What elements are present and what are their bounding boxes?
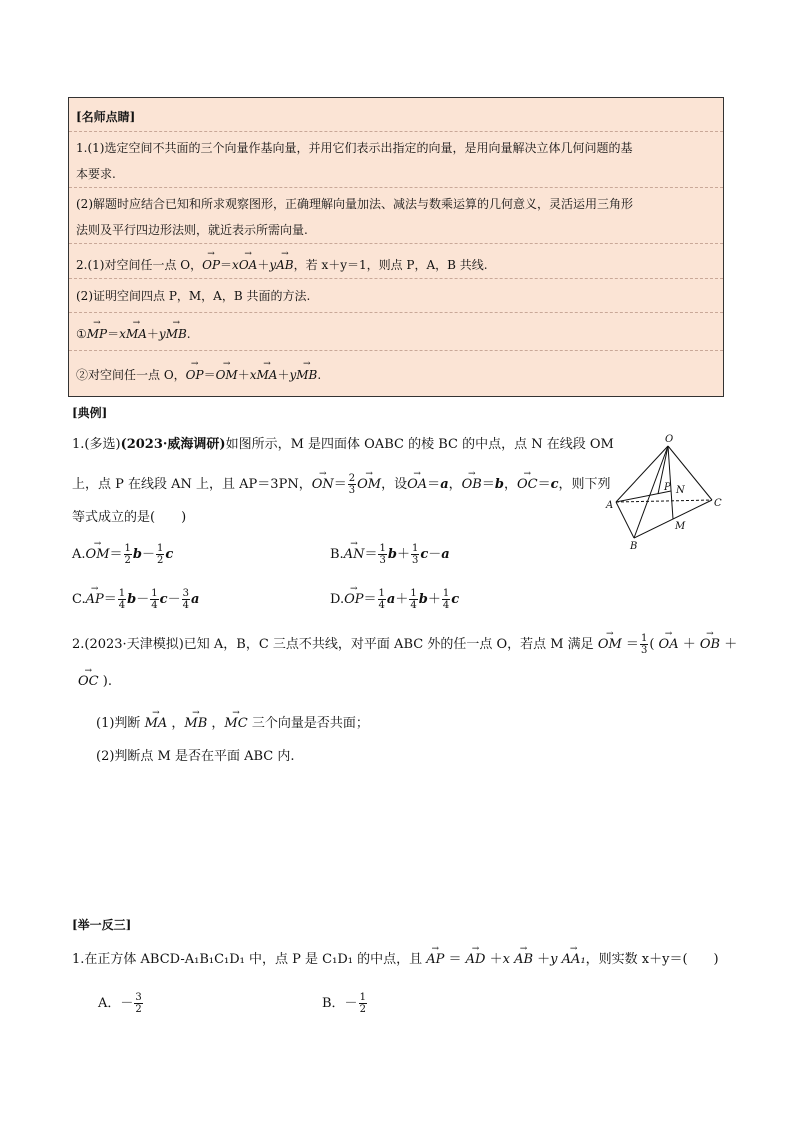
tip-row [69,350,723,397]
q1-text1: 如图所示，M 是四面体 OABC 的棱 BC 的中点，点 N 在线段 OM [225,437,614,452]
label-b: B [630,541,638,552]
option-d[interactable]: D.→ OP＝ $\frac{1}{4}$ a＋ $\frac{1}{4}$ b＋ $\frac{1}{4}$ c [330,588,459,611]
example-q2-sub1: (1)判断 → MA ，→ MB ，→ MC 三个向量是否共面； [96,716,369,732]
edge-ac [616,500,712,502]
label-o: O [665,434,674,445]
option-b[interactable]: B.→ AN＝ $\frac{1}{3}$ b＋ $\frac{1}{3}$ c－a [330,543,450,566]
example-q2-line2: → OC ). [78,674,112,690]
q1-text2b: ，设 [381,477,408,492]
tip-p5: ①→ MP＝x→ MA＋y→ MB. [76,327,191,341]
tip-p4: (2)证明空间四点 P，M，A，B 共面的方法. [76,289,311,303]
option-a[interactable]: A.→ OM＝ $\frac{1}{2}$ b－ $\frac{1}{2}$ c [72,543,173,566]
tip-p6: ②对空间任一点 O，→ OP＝→ OM＋x→ MA＋y→ MB. [76,368,321,382]
tip-p1-line2: 本要求. [76,167,116,181]
tip-p1-line1: 1.(1)选定空间不共面的三个向量作基向量，并用它们表示出指定的向量，是用向量解决立体几何问题的基 [76,141,633,155]
tip-p3: 2.(1)对空间任一点 O，→ OP＝x→ OA＋y→ AB，若 x＋y＝1，则点 P，A，B 共线. [76,258,488,272]
option-d-label: D. [330,592,345,607]
q1-text2a: 上，点 P 在线段 AN 上，且 AP＝3PN， [72,477,312,492]
tetrahedron-figure [604,432,724,552]
tip-row [69,312,723,351]
label-a: A [606,500,614,511]
tip-p6-pre: ②对空间任一点 O， [76,368,186,382]
edge-oc [668,446,712,500]
q1-prefix: 1.(多选) [72,437,121,452]
tip-header: [名师点睛] [76,110,136,124]
q2-sub1-post: 三个向量是否共面； [251,716,369,731]
q2-text: 已知 A，B，C 三点不共线，对平面 ABC 外的任一点 O，若点 M 满足 [183,637,594,652]
example-q2-sub2: (2)判断点 M 是否在平面 ABC 内. [96,749,295,764]
option-b-label: B. [330,547,344,562]
practice-header: [举一反三] [72,918,132,932]
practice-q1: 1.在正方体 ABCD-A₁B₁C₁D₁ 中，点 P 是 C₁D₁ 的中点，且 → AP ＝ → AD ＋x → AB ＋y → AA₁，则实数 x＋y＝( ) [72,952,719,968]
q2-sub1-pre: (1)判断 [96,716,141,731]
tip-p2-line2: 法则及平行四边形法则，就近表示所需向量. [76,223,308,237]
label-m: M [675,521,686,532]
practice-option-b[interactable]: B．－ $\frac{1}{2}$ [322,992,366,1015]
q1-text2c: ，则下列 [558,477,611,492]
tip-p3-post: ，若 x＋y＝1，则点 P，A，B 共线. [293,258,488,272]
practice-q1-post: ，则实数 x＋y＝( ) [585,952,719,967]
label-n: N [676,485,685,496]
tip-row [69,98,723,131]
label-p: P [664,482,671,493]
practice-option-a-label: A．－ [98,996,134,1011]
q2-prefix: 2.(2023·天津模拟) [72,637,184,652]
option-a-label: A. [72,547,86,562]
example-q2-line1: 2.(2023·天津模拟)已知 A，B，C 三点不共线，对平面 ABC 外的任一点 O，若点 M 满足 → OM ＝ $\frac{1}{3}$ ( → OA ＋ → OB ＋ [72,633,737,656]
edge-ab [616,502,634,538]
practice-option-a[interactable]: A．－ $\frac{3}{2}$ [98,992,142,1015]
tip-row [69,131,723,188]
option-c-label: C. [72,592,86,607]
example-header: [典例] [72,406,108,420]
example-q1-line2: 上，点 P 在线段 AN 上，且 AP＝3PN，→ ON＝ $\frac{2}{3}$ → OM，设→ OA＝a，→ OB＝b，→ OC＝c，则下列 [72,473,611,496]
teacher-tips-box [68,97,724,397]
tip-row [69,187,723,244]
label-c: C [714,498,722,509]
tip-p3-pre: 2.(1)对空间任一点 O， [76,258,203,272]
example-q1-line3: 等式成立的是( ) [72,510,187,525]
practice-q1-pre: 1.在正方体 ABCD-A₁B₁C₁D₁ 中，点 P 是 C₁D₁ 的中点，且 [72,952,423,967]
tip-row [69,243,723,279]
q1-source: (2023·威海调研) [120,437,226,452]
tip-p2-line1: (2)解题时应结合已知和所求观察图形，正确理解向量加法、减法与数乘运算的几何意义，灵活运用三角形 [76,197,634,211]
tip-row [69,278,723,313]
practice-option-b-label: B．－ [322,996,358,1011]
tip-p5-mark: ① [76,327,87,341]
example-q1-line1 [72,437,614,453]
option-c[interactable]: C.→ AP＝ $\frac{1}{4}$ b－ $\frac{1}{4}$ c－ $\frac{3}{4}$ a [72,588,199,611]
